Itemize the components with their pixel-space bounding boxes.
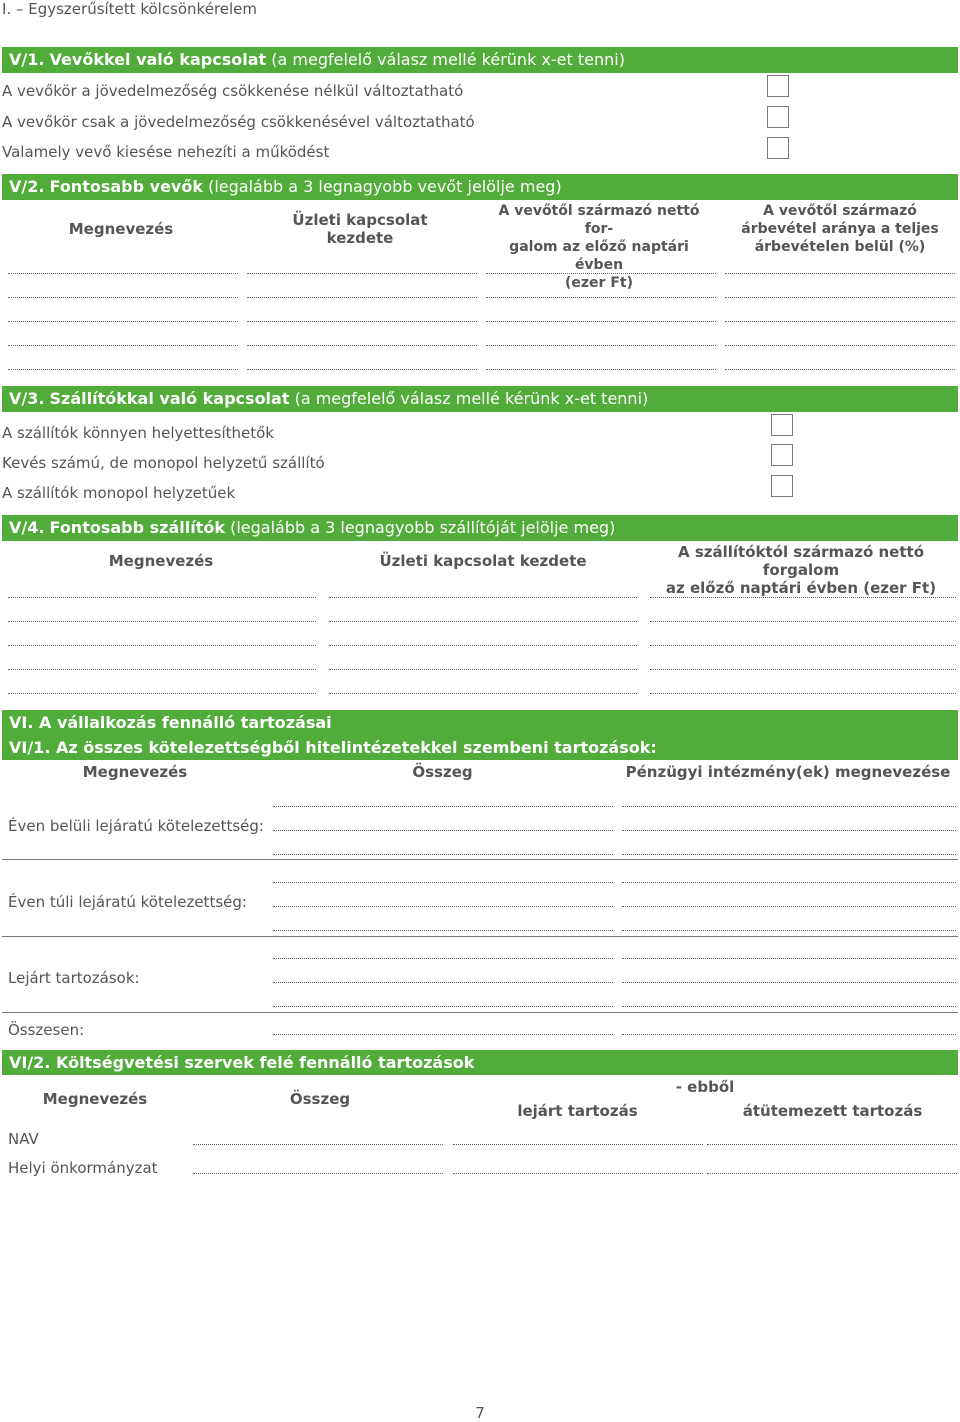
fill-line[interactable] [622,958,956,959]
v1-checkbox-3[interactable] [767,137,789,159]
fill-line[interactable] [273,806,613,807]
fill-line[interactable] [273,958,613,959]
vi1-col-name: Megnevezés [82,763,188,781]
section-code: V/3. [9,389,45,408]
fill-line[interactable] [273,882,613,883]
v1-option-1: A vevőkör a jövedelmezőség csökkenése nélkül változtatható [2,82,464,100]
fill-line[interactable] [725,345,955,346]
section-title: VI/1. Az összes kötelezettségből hitelintézetekkel szembeni tartozások: [9,738,657,757]
fill-line[interactable] [622,806,956,807]
v1-option-2: A vevőkör csak a jövedelmezőség csökkenésével változtatható [2,113,475,131]
fill-line[interactable] [486,321,716,322]
fill-line[interactable] [622,854,956,855]
fill-line[interactable] [650,597,956,598]
vi2-row-local-government: Helyi önkormányzat [8,1159,158,1177]
fill-line[interactable] [193,1173,443,1174]
v3-checkbox-3[interactable] [771,475,793,497]
fill-line[interactable] [273,854,613,855]
fill-line[interactable] [486,273,716,274]
fill-line[interactable] [453,1144,703,1145]
fill-line[interactable] [707,1144,957,1145]
vi2-col-name: Megnevezés [42,1090,148,1108]
section-vi2-header [2,1050,958,1075]
vi1-col-amount: Összeg [412,763,473,781]
section-title: VI/2. Költségvetési szervek felé fennálló tartozások [9,1053,475,1072]
fill-line[interactable] [273,1034,613,1035]
vi1-row-total: Összesen: [8,1021,85,1039]
vi2-col-rescheduled: átütemezett tartozás [742,1102,923,1120]
v2-col-name: Megnevezés [68,220,174,238]
fill-line[interactable] [622,882,956,883]
fill-line[interactable] [247,345,477,346]
fill-line[interactable] [622,1006,956,1007]
v4-col-turnover: A szállítóktól származó nettó forgalom az előző naptári évben (ezer Ft) [665,543,937,597]
fill-line[interactable] [247,273,477,274]
section-v4-header [2,515,958,541]
page-number: 7 [475,1404,485,1422]
fill-line[interactable] [486,369,716,370]
v3-checkbox-2[interactable] [771,444,793,466]
divider [2,936,958,937]
fill-line[interactable] [329,621,637,622]
fill-line[interactable] [329,693,637,694]
fill-line[interactable] [453,1173,703,1174]
fill-line[interactable] [622,1034,956,1035]
fill-line[interactable] [725,321,955,322]
fill-line[interactable] [8,297,238,298]
vi1-row-overdue: Lejárt tartozások: [8,969,140,987]
fill-line[interactable] [622,906,956,907]
section-code: V/4. [9,518,45,537]
fill-line[interactable] [273,830,613,831]
fill-line[interactable] [486,297,716,298]
v3-option-1: A szállítók könnyen helyettesíthetők [2,424,274,442]
fill-line[interactable] [622,830,956,831]
v2-col-turnover: A vevőtől származó nettó for- galom az előző naptári évben (ezer Ft) [498,203,700,291]
fill-line[interactable] [247,369,477,370]
fill-line[interactable] [273,982,613,983]
fill-line[interactable] [707,1173,957,1174]
fill-line[interactable] [8,369,238,370]
section-vi-header [2,710,958,735]
v4-col-name: Megnevezés [108,552,214,570]
fill-line[interactable] [8,669,316,670]
v4-col-start: Üzleti kapcsolat kezdete [379,552,587,570]
fill-line[interactable] [8,321,238,322]
vi2-row-nav: NAV [8,1130,39,1148]
fill-line[interactable] [650,669,956,670]
fill-line[interactable] [622,982,956,983]
v2-col-start: Üzleti kapcsolat kezdete [292,211,428,247]
section-title: Fontosabb vevők [49,177,203,196]
section-vi1-header [2,735,958,760]
v3-checkbox-1[interactable] [771,414,793,436]
fill-line[interactable] [8,693,316,694]
fill-line[interactable] [273,906,613,907]
v2-col-ratio: A vevőtől származó árbevétel aránya a teljes árbevételen belül (%) [741,203,939,255]
fill-line[interactable] [8,597,316,598]
fill-line[interactable] [650,693,956,694]
v3-option-2: Kevés számú, de monopol helyzetű szállító [2,454,325,472]
fill-line[interactable] [486,345,716,346]
fill-line[interactable] [329,645,637,646]
section-code: V/2. [9,177,45,196]
divider [2,859,958,860]
fill-line[interactable] [193,1144,443,1145]
fill-line[interactable] [725,369,955,370]
vi2-col-amount: Összeg [289,1090,351,1108]
fill-line[interactable] [622,930,956,931]
section-v3-header [2,386,958,412]
fill-line[interactable] [650,621,956,622]
document-header: I. – Egyszerűsített kölcsönkérelem [2,0,258,18]
fill-line[interactable] [273,930,613,931]
section-note: (a megfelelő válasz mellé kérünk x-et tenni) [294,389,649,408]
vi2-col-overdue: lejárt tartozás [517,1102,638,1120]
fill-line[interactable] [725,273,955,274]
fill-line[interactable] [8,273,238,274]
section-note: (a megfelelő válasz mellé kérünk x-et tenni) [271,50,625,69]
v1-checkbox-1[interactable] [767,75,789,97]
section-note: (legalább a 3 legnagyobb szállítóját jelölje meg) [230,518,616,537]
section-code: V/1. [9,50,45,69]
fill-line[interactable] [725,297,955,298]
fill-line[interactable] [8,345,238,346]
section-v1-header [2,47,958,73]
fill-line[interactable] [247,297,477,298]
section-note: (legalább a 3 legnagyobb vevőt jelölje meg) [208,177,562,196]
fill-line[interactable] [329,669,637,670]
vi1-row-long-term: Éven túli lejáratú kötelezettség: [8,893,247,911]
v1-option-3: Valamely vevő kiesése nehezíti a működést [2,143,330,161]
section-title: VI. A vállalkozás fennálló tartozásai [9,713,332,732]
section-v2-header [2,174,958,200]
section-title: Fontosabb szállítók [49,518,225,537]
v1-checkbox-2[interactable] [767,106,789,128]
section-title: Vevőkkel való kapcsolat [49,50,267,69]
fill-line[interactable] [273,1006,613,1007]
divider [2,1012,958,1013]
fill-line[interactable] [8,621,316,622]
vi2-col-of-which: - ebből [675,1078,735,1096]
vi1-row-short-term: Éven belüli lejáratú kötelezettség: [8,817,264,835]
v3-option-3: A szállítók monopol helyzetűek [2,484,236,502]
vi1-col-institution: Pénzügyi intézmény(ek) megnevezése [625,763,951,781]
fill-line[interactable] [247,321,477,322]
section-title: Szállítókkal való kapcsolat [49,389,290,408]
fill-line[interactable] [8,645,316,646]
fill-line[interactable] [650,645,956,646]
fill-line[interactable] [329,597,637,598]
